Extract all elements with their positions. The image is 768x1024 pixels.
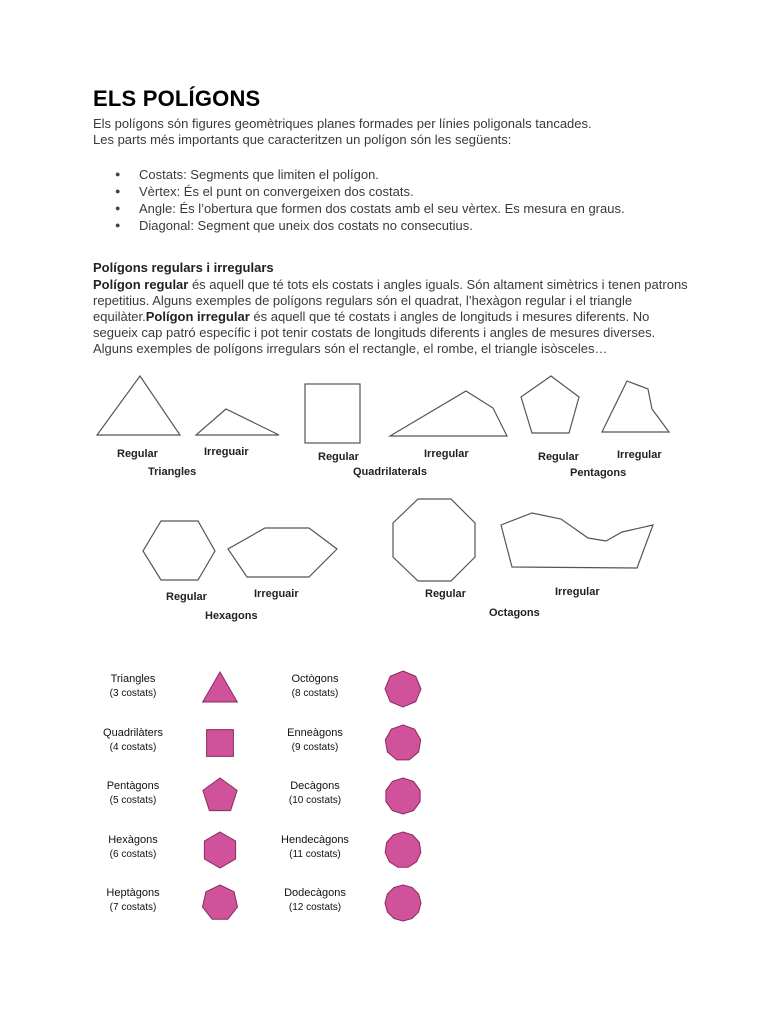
polygon-8-sides-shape [385, 671, 421, 707]
polygon-7-sides-shape [203, 885, 238, 919]
polygon-sides-label: (11 costats) [289, 849, 341, 860]
list-item: ● Costats: Segments que limiten el polígon. [93, 166, 625, 183]
polygon-4-sides-shape [207, 730, 234, 757]
polygon-10-sides-shape [386, 778, 420, 814]
polygon-sides-label: (8 costats) [291, 688, 339, 699]
regular-term: Polígon regular [93, 277, 189, 292]
hexagons-group-label: Hexagons [205, 610, 258, 622]
list-item: ● Angle: És l’obertura que formen dos costats amb el seu vèrtex. Es mesura en graus. [93, 200, 625, 217]
polygon-sides-label: (6 costats) [109, 849, 157, 860]
polygon-11-sides-shape [385, 832, 421, 867]
polygon-sides-label: (7 costats) [109, 902, 157, 913]
polygon-sides-label: (10 costats) [288, 795, 342, 806]
pentagons-group-label: Pentagons [570, 467, 627, 479]
irregular-quadrilateral-shape [390, 391, 507, 436]
polygon-sides-label: (3 costats) [109, 688, 157, 699]
polygon-name-label: Decàgons [290, 780, 340, 792]
pentagons-regular-label: Regular [538, 451, 579, 463]
irregular-pentagon-shape [602, 381, 669, 432]
quadrilaterals-group-label: Quadrilaterals [353, 466, 427, 478]
triangles-regular-label: Regular [117, 448, 158, 460]
polygon-name-label: Dodecàgons [284, 887, 346, 899]
intro-line-2: Les parts més importants que caracteritzen un polígon són les següents: [93, 132, 512, 147]
octagons-irregular-label: Irregular [555, 586, 600, 598]
regular-pentagon-shape [521, 376, 579, 433]
regular-triangle-shape [97, 376, 180, 435]
list-item: ● Vèrtex: És el punt on convergeixen dos costats. [93, 183, 625, 200]
irregular-octagon-shape [501, 513, 653, 568]
regular-hexagon-shape [143, 521, 215, 580]
polygon-9-sides-shape [385, 725, 420, 760]
polygon-12-sides-shape [385, 885, 421, 921]
irregular-hexagon-shape [228, 528, 337, 577]
polygon-name-label: Triangles [110, 673, 156, 685]
polygon-sides-label: (5 costats) [109, 795, 157, 806]
hexagons-irregular-label: Irreguair [254, 588, 299, 600]
irregular-term: Polígon irregular [145, 309, 250, 324]
polygon-3-sides-shape [203, 672, 238, 702]
polygon-sides-label: (9 costats) [291, 742, 339, 753]
polygon-sides-label: (4 costats) [109, 742, 157, 753]
triangles-irregular-label: Irreguair [204, 446, 249, 458]
triangles-group-label: Triangles [148, 466, 197, 478]
page-title: ELS POLÍGONS [93, 86, 261, 111]
regular-square-shape [305, 384, 360, 443]
polygon-sides-label: (12 costats) [288, 902, 342, 913]
irregular-triangle-shape [196, 409, 279, 435]
figure-regular-irregular [97, 376, 669, 622]
octagons-regular-label: Regular [425, 588, 466, 600]
polygon-5-sides-shape [203, 778, 237, 811]
intro-line-1: Els polígons són figures geomètriques planes formades per línies poligonals tancades. [93, 116, 592, 131]
hexagons-regular-label: Regular [166, 591, 207, 603]
pentagons-irregular-label: Irregular [617, 449, 662, 461]
polygon-name-label: Hexàgons [108, 834, 158, 846]
polygon-name-label: Heptàgons [106, 887, 160, 899]
quadrilaterals-irregular-label: Irregular [424, 448, 469, 460]
polygon-name-label: Pentàgons [106, 780, 160, 792]
polygon-name-label: Hendecàgons [281, 834, 349, 846]
section-subtitle: Polígons regulars i irregulars [93, 260, 274, 275]
regular-text: és aquell que té tots els costats i angles iguals. Són altament simètrics i tenen patrons repetitius. Alguns exemples de polígons regulars són el quadrat, l’hexàgon regular i el triangle equilàter. [93, 277, 688, 324]
figure-polygon-names [103, 671, 421, 921]
polygon-name-label: Quadrilàters [103, 727, 163, 739]
list-item: ● Diagonal: Segment que uneix dos costats no consecutius. [93, 217, 625, 234]
polygon-name-label: Enneàgons [287, 727, 343, 739]
irregular-text: és aquell que té costats i angles de longituds i mesures diferents. No segueix cap patró específic i pot tenir costats de longituds diferents i angles de mesures diverses. Alguns exemples de polígons irregulars són el rectangle, el rombe, el triangle isòsceles… [93, 309, 656, 356]
polygon-name-label: Octògons [291, 673, 339, 685]
polygon-6-sides-shape [204, 832, 235, 868]
quadrilaterals-regular-label: Regular [318, 451, 359, 463]
regular-octagon-shape [393, 499, 475, 581]
octagons-group-label: Octagons [489, 607, 540, 619]
